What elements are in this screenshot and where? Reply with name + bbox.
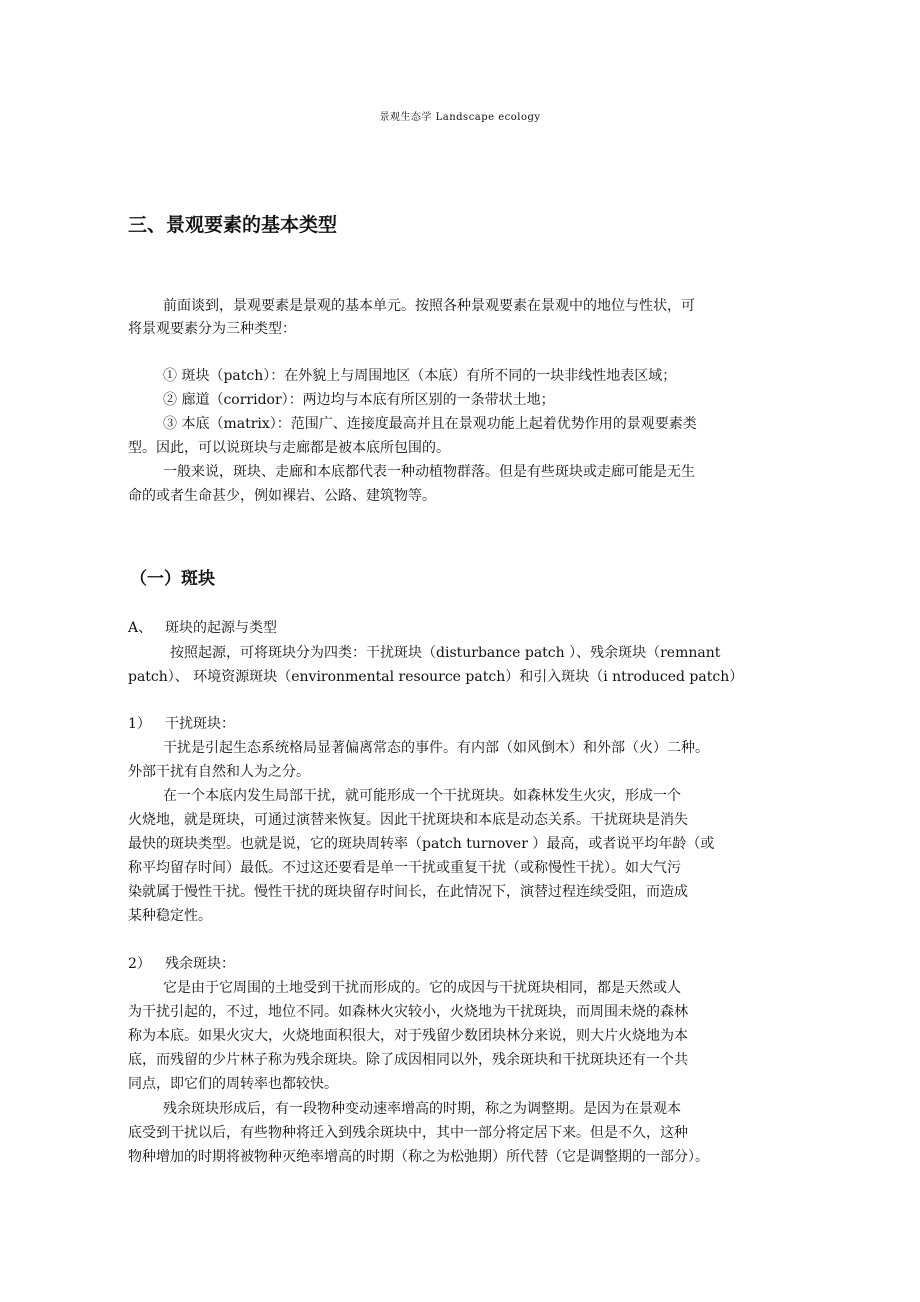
page-title: 景观生态学 Landscape ecology [379, 112, 541, 123]
item1-heading: 干扰斑块： [165, 716, 235, 732]
paragraph-line: 在一个本底内发生局部干扰，就可能形成一个干扰斑块。如森林发生火灾，形成一个 [163, 788, 681, 804]
list-item: ③ 本底（matrix）：范围广、连接度最高并且在景观功能上起着优势作用的景观要素类 [163, 416, 697, 432]
item1-number: 1） [128, 716, 151, 732]
item2-heading: 残余斑块： [165, 956, 235, 972]
paragraph-line: patch）、 环境资源斑块（environmental resource patch）和引入斑块（i ntroduced patch） [128, 669, 744, 685]
paragraph-line: 染就属于慢性干扰。慢性干扰的斑块留存时间长，在此情况下，演替过程连续受阻，而造成 [128, 884, 688, 900]
paragraph-line: 底受到干扰以后，有些物种将迁入到残余斑块中，其中一部分将定居下来。但是不久，这种 [128, 1125, 688, 1141]
paragraph-line: 一般来说，斑块、走廊和本底都代表一种动植物群落。但是有些斑块或走廊可能是无生 [163, 464, 695, 480]
paragraph-line: 干扰是引起生态系统格局显著偏离常态的事件。有内部（如风倒木）和外部（火）二种。 [163, 740, 709, 756]
paragraph-line: 型。因此，可以说斑块与走廊都是被本底所包围的。 [128, 440, 450, 456]
paragraph-line: 为干扰引起的，不过，地位不同。如森林火灾较小，火烧地为干扰斑块，而周围未烧的森林 [128, 1004, 688, 1020]
paragraph-line: 它是由于它周围的土地受到干扰而形成的。它的成因与干扰斑块相同，都是天然或人 [163, 980, 681, 996]
paragraph-line: 称为本底。如果火灾大，火烧地面积很大，对于残留少数团块林分来说，则大片火烧地为本 [128, 1028, 688, 1044]
section-heading: 三、景观要素的基本类型 [128, 214, 338, 236]
list-item: ① 斑块（patch）：在外貌上与周围地区（本底）有所不同的一块非线性地表区域； [163, 368, 677, 384]
subsection-heading: （一）斑块 [130, 569, 215, 589]
paragraph-line: 按照起源，可将斑块分为四类：干扰斑块（disturbance patch ）、残余斑块（remnant [170, 645, 721, 661]
paragraph-line: 物种增加的时期将被物种灭绝率增高的时期（称之为松弛期）所代替（它是调整期的一部分）。 [128, 1149, 709, 1165]
paragraph-line: 外部干扰有自然和人为之分。 [128, 764, 310, 780]
paragraph-line: 火烧地，就是斑块，可通过演替来恢复。因此干扰斑块和本底是动态关系。干扰斑块是消失 [128, 812, 688, 828]
paragraph-line: 底，而残留的少片林子称为残余斑块。除了成因相同以外，残余斑块和干扰斑块还有一个共 [128, 1052, 688, 1068]
paragraph-line: 将景观要素分为三种类型： [128, 321, 296, 337]
paragraph-line: 最快的斑块类型。也就是说，它的斑块周转率（patch turnover ）最高，或者说平均年龄（或 [128, 836, 715, 852]
paragraph-line: 残余斑块形成后，有一段物种变动速率增高的时期，称之为调整期。是因为在景观本 [163, 1101, 681, 1117]
paragraph-line: 命的或者生命甚少，例如裸岩、公路、建筑物等。 [128, 488, 436, 504]
paragraph-line: 同点，即它们的周转率也都较快。 [128, 1076, 338, 1092]
part-a-number: A、 [128, 620, 153, 636]
list-item: ② 廊道（corridor）：两边均与本底有所区别的一条带状土地； [163, 392, 555, 408]
part-a-heading: 斑块的起源与类型 [165, 620, 277, 636]
paragraph-line: 前面谈到，景观要素是景观的基本单元。按照各种景观要素在景观中的地位与性状，可 [163, 298, 695, 314]
item2-number: 2） [128, 956, 151, 972]
paragraph-line: 称平均留存时间）最低。不过这还要看是单一干扰或重复干扰（或称慢性干扰）。如大气污 [128, 860, 681, 876]
paragraph-line: 某种稳定性。 [128, 908, 212, 924]
